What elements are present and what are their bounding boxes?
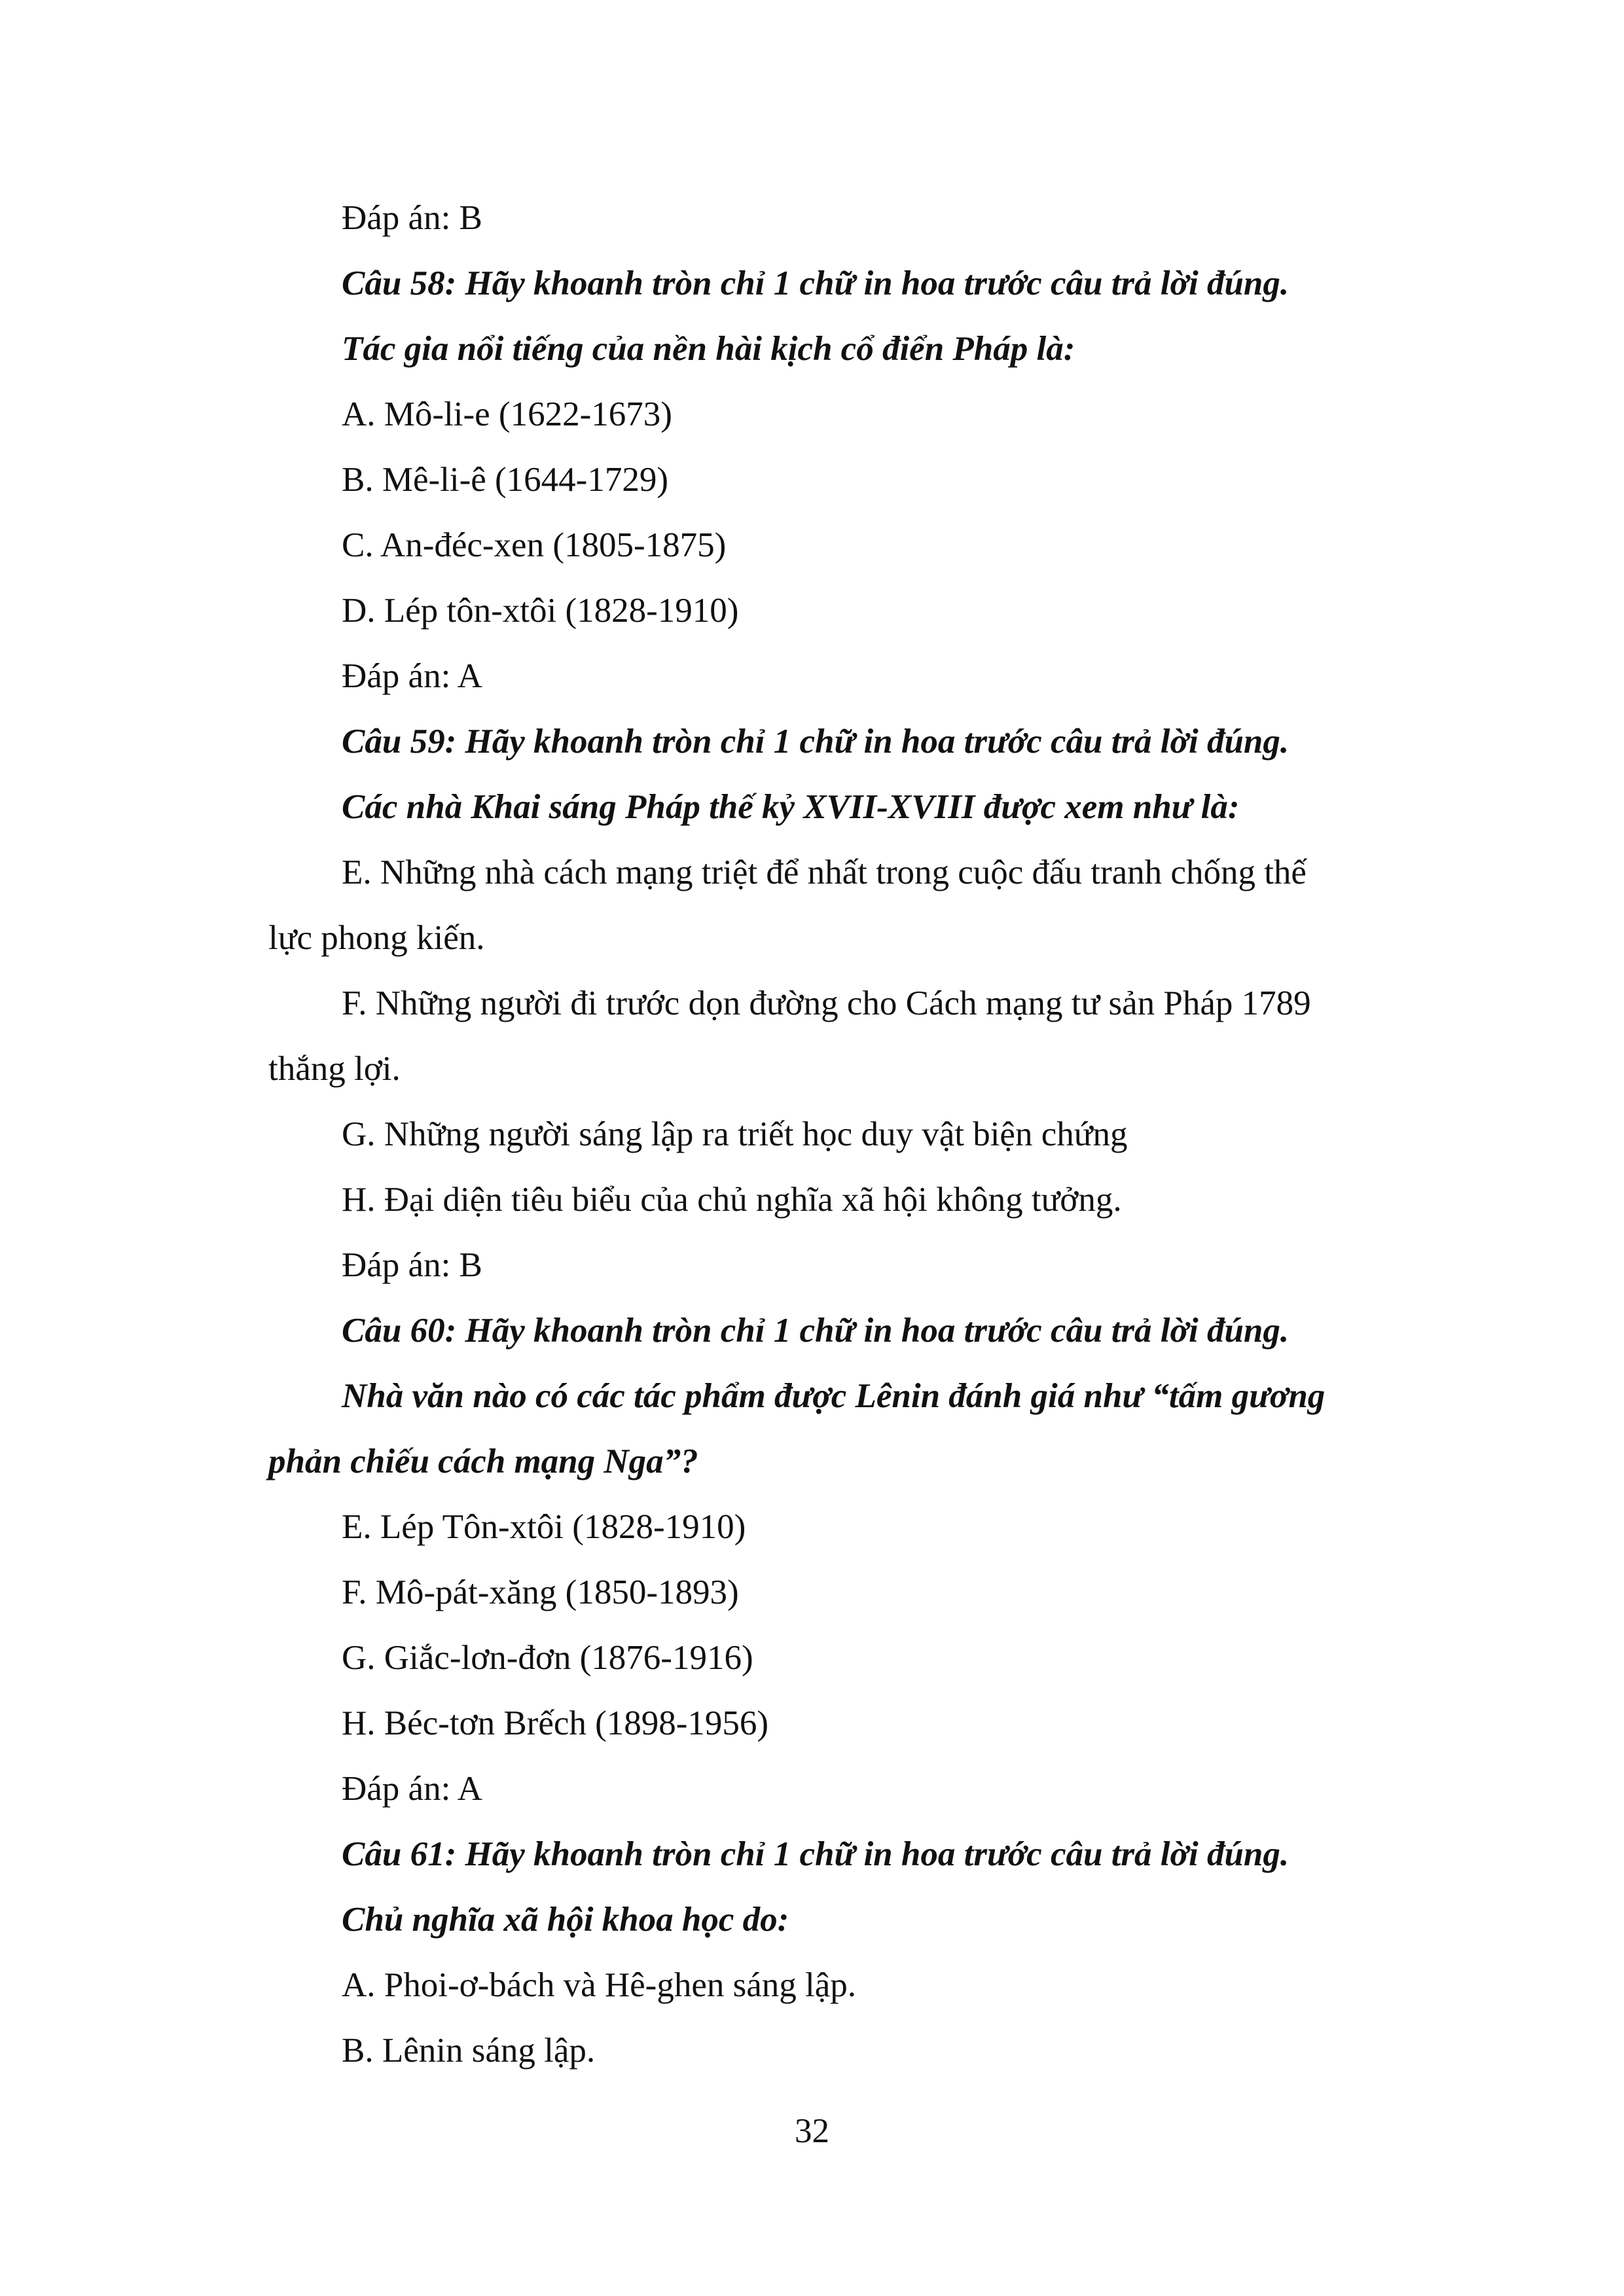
q61-prompt: Chủ nghĩa xã hội khoa học do: bbox=[342, 1901, 789, 1939]
q61-option-b: B. Lênin sáng lập. bbox=[342, 2032, 596, 2070]
q59-option-f-cont: thắng lợi. bbox=[268, 1050, 401, 1088]
q58-option-c: C. An-đéc-xen (1805-1875) bbox=[342, 526, 727, 564]
page-number: 32 bbox=[795, 2112, 829, 2150]
q60-option-h: H. Béc-tơn Brếch (1898-1956) bbox=[342, 1704, 769, 1742]
q59-option-e: E. Những nhà cách mạng triệt để nhất trong cuộc đấu tranh chống thế bbox=[342, 853, 1307, 891]
q60-prompt-cont: phản chiếu cách mạng Nga”? bbox=[268, 1443, 698, 1480]
q60-title: Câu 60: Hãy khoanh tròn chỉ 1 chữ in hoa trước câu trả lời đúng. bbox=[342, 1312, 1290, 1350]
q61-option-a: A. Phoi-ơ-bách và Hê-ghen sáng lập. bbox=[342, 1966, 856, 2004]
q58-title: Câu 58: Hãy khoanh tròn chỉ 1 chữ in hoa trước câu trả lời đúng. bbox=[342, 264, 1290, 302]
q59-prompt: Các nhà Khai sáng Pháp thế kỷ XVII-XVIII được xem như là: bbox=[342, 788, 1240, 826]
q59-option-h: H. Đại diện tiêu biểu của chủ nghĩa xã hội không tưởng. bbox=[342, 1181, 1122, 1219]
q58-answer: Đáp án: A bbox=[342, 657, 482, 695]
q60-option-e: E. Lép Tôn-xtôi (1828-1910) bbox=[342, 1508, 746, 1546]
q58-option-a: A. Mô-li-e (1622-1673) bbox=[342, 395, 672, 433]
q59-title: Câu 59: Hãy khoanh tròn chỉ 1 chữ in hoa trước câu trả lời đúng. bbox=[342, 723, 1290, 761]
q58-option-b: B. Mê-li-ê (1644-1729) bbox=[342, 461, 668, 499]
q60-option-g: G. Giắc-lơn-đơn (1876-1916) bbox=[342, 1639, 753, 1677]
q59-option-g: G. Những người sáng lập ra triết học duy vật biện chứng bbox=[342, 1115, 1128, 1153]
q59-option-f: F. Những người đi trước dọn đường cho Cách mạng tư sản Pháp 1789 bbox=[342, 984, 1311, 1022]
q59-answer: Đáp án: B bbox=[342, 1246, 482, 1284]
q58-prompt: Tác gia nổi tiếng của nền hài kịch cổ điển Pháp là: bbox=[342, 330, 1075, 368]
q60-answer: Đáp án: A bbox=[342, 1770, 482, 1808]
q58-option-d: D. Lép tôn-xtôi (1828-1910) bbox=[342, 592, 739, 630]
previous-answer: Đáp án: B bbox=[342, 199, 482, 237]
q61-title: Câu 61: Hãy khoanh tròn chỉ 1 chữ in hoa trước câu trả lời đúng. bbox=[342, 1835, 1290, 1873]
q60-option-f: F. Mô-pát-xăng (1850-1893) bbox=[342, 1573, 739, 1611]
q59-option-e-cont: lực phong kiến. bbox=[268, 919, 485, 957]
q60-prompt: Nhà văn nào có các tác phẩm được Lênin đánh giá như “tấm gương bbox=[342, 1377, 1326, 1415]
